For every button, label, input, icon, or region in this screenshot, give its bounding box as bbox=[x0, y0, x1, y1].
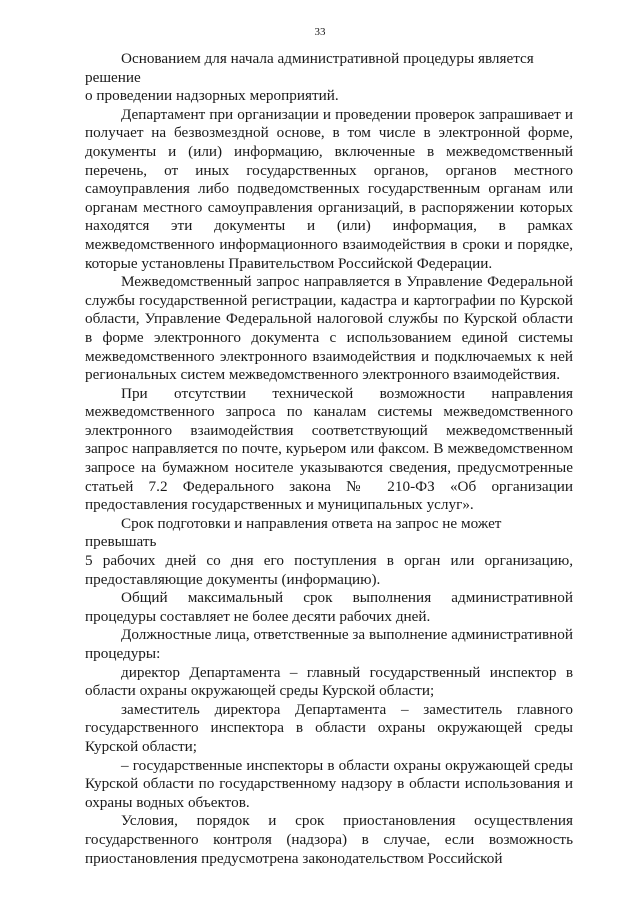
paragraph-10: директор Департамента – главный государственный инспектор в области охраны окружающей среды Курской области; bbox=[85, 663, 573, 700]
paragraph-5: При отсутствии технической возможности направления межведомственного запроса по каналам системы межведомственного электронного взаимодействия соответствующий межведомственный запрос направляется по почте, курьером или факсом. В межведомственном запросе на бумажном носителе указываются сведения, предусмотренные статьей 7.2 Федерального закона № 210-ФЗ «Об организации предоставления государственных и муниципальных услуг». bbox=[85, 384, 573, 514]
paragraph-1: Основанием для начала административной процедуры является решение bbox=[85, 50, 534, 86]
page-number: 33 bbox=[314, 26, 326, 38]
paragraph-9: Должностные лица, ответственные за выполнение административной процедуры: bbox=[85, 626, 573, 662]
document-body bbox=[85, 50, 573, 868]
paragraph-7: 5 рабочих дней со дня его поступления в орган или организацию, предоставляющие документы (информацию). bbox=[85, 552, 573, 588]
paragraph-6: Срок подготовки и направления ответа на запрос не может превышать bbox=[85, 514, 502, 551]
paragraph-4: Межведомственный запрос направляется в Управление Федеральной службы государственной регистрации, кадастра и картографии по Курской области, Управление Федеральной налоговой службы по Курской области в форме электронного документа с использованием единой системы межведомственного электронного взаимодействия и подключаемых к ней региональных систем межведомственного электронного взаимодействия. bbox=[85, 273, 573, 384]
paragraph-2: о проведении надзорных мероприятий. bbox=[85, 87, 339, 105]
paragraph-12: – государственные инспекторы в области охраны окружающей среды Курской области по государственному надзору в области использования и охраны водных объектов. bbox=[85, 756, 573, 811]
paragraph-8: Общий максимальный срок выполнения административной процедуры составляет не более десяти рабочих дней. bbox=[85, 589, 573, 625]
paragraph-3: Департамент при организации и проведении проверок запрашивает и получает на безвозмездной основе, в том числе в электронной форме, документы и (или) информацию, включенные в межведомственный перечень, от иных государственных органов, органов местного самоуправления либо подведомственных государственным органам или органам местного самоуправления организаций, в распоряжении которых находятся эти документы и (или) информация, в рамках межведомственного информационного взаимодействия в сроки и порядке, которые установлены Правительством Российской Федерации. bbox=[85, 105, 573, 272]
paragraph-11: заместитель директора Департамента – заместитель главного государственного инспектора в области охраны окружающей среды Курской области; bbox=[85, 700, 573, 755]
paragraph-13: Условия, порядок и срок приостановления осуществления государственного контроля (надзора) в случае, если возможность приостановления предусмотрена законодательством Российской bbox=[85, 812, 573, 867]
